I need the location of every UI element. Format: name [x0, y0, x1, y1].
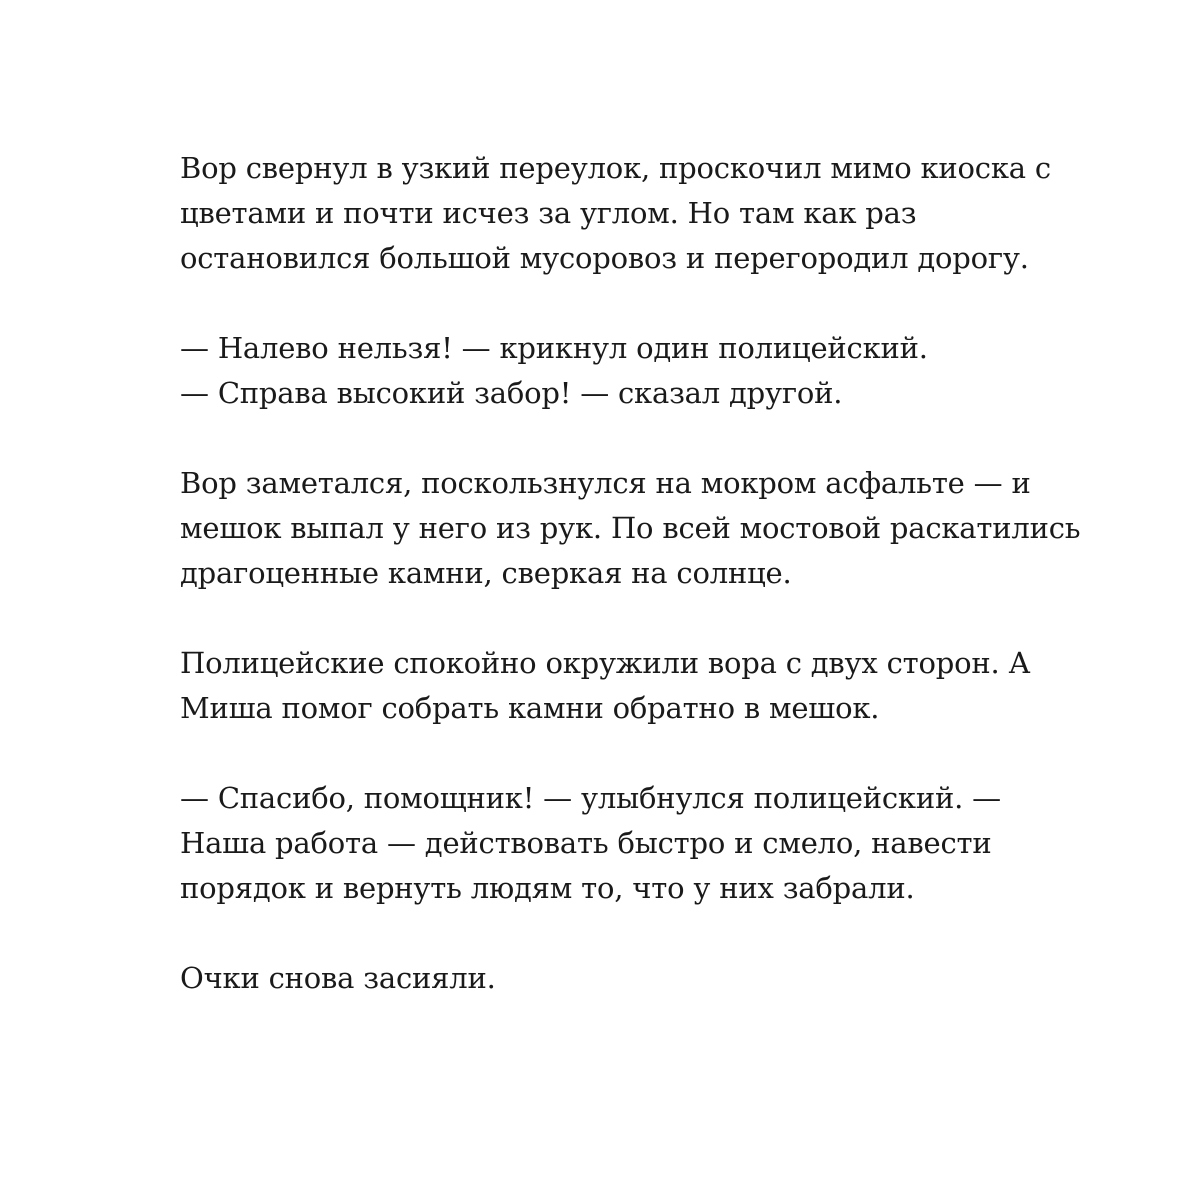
paragraph-6	[180, 956, 1100, 1001]
story-text	[180, 146, 1100, 1046]
text-line: Миша помог собрать камни обратно в мешок.	[180, 691, 880, 725]
text-line: Вор свернул в узкий переулок, проскочил мимо киоска с	[180, 151, 1051, 185]
text-line: — Налево нельзя! — крикнул один полицейский.	[180, 331, 928, 365]
paragraph-1	[180, 146, 1100, 281]
paragraph-5	[180, 776, 1100, 911]
paragraph-4	[180, 641, 1100, 731]
text-line: драгоценные камни, сверкая на солнце.	[180, 556, 792, 590]
text-line: Очки снова засияли.	[180, 961, 496, 995]
text-line: остановился большой мусоровоз и перегородил дорогу.	[180, 241, 1029, 275]
text-line: Наша работа — действовать быстро и смело, навести	[180, 826, 992, 860]
text-line: Полицейские спокойно окружили вора с двух сторон. А	[180, 646, 1031, 680]
paragraph-3	[180, 461, 1100, 596]
text-line: Вор заметался, поскользнулся на мокром асфальте — и	[180, 466, 1031, 500]
text-line: мешок выпал у него из рук. По всей мостовой раскатились	[180, 511, 1081, 545]
text-line: — Справа высокий забор! — сказал другой.	[180, 376, 843, 410]
text-line: цветами и почти исчез за углом. Но там как раз	[180, 196, 917, 230]
text-line: порядок и вернуть людям то, что у них забрали.	[180, 871, 915, 905]
paragraph-2	[180, 326, 1100, 416]
text-line: — Спасибо, помощник! — улыбнулся полицейский. —	[180, 781, 1001, 815]
